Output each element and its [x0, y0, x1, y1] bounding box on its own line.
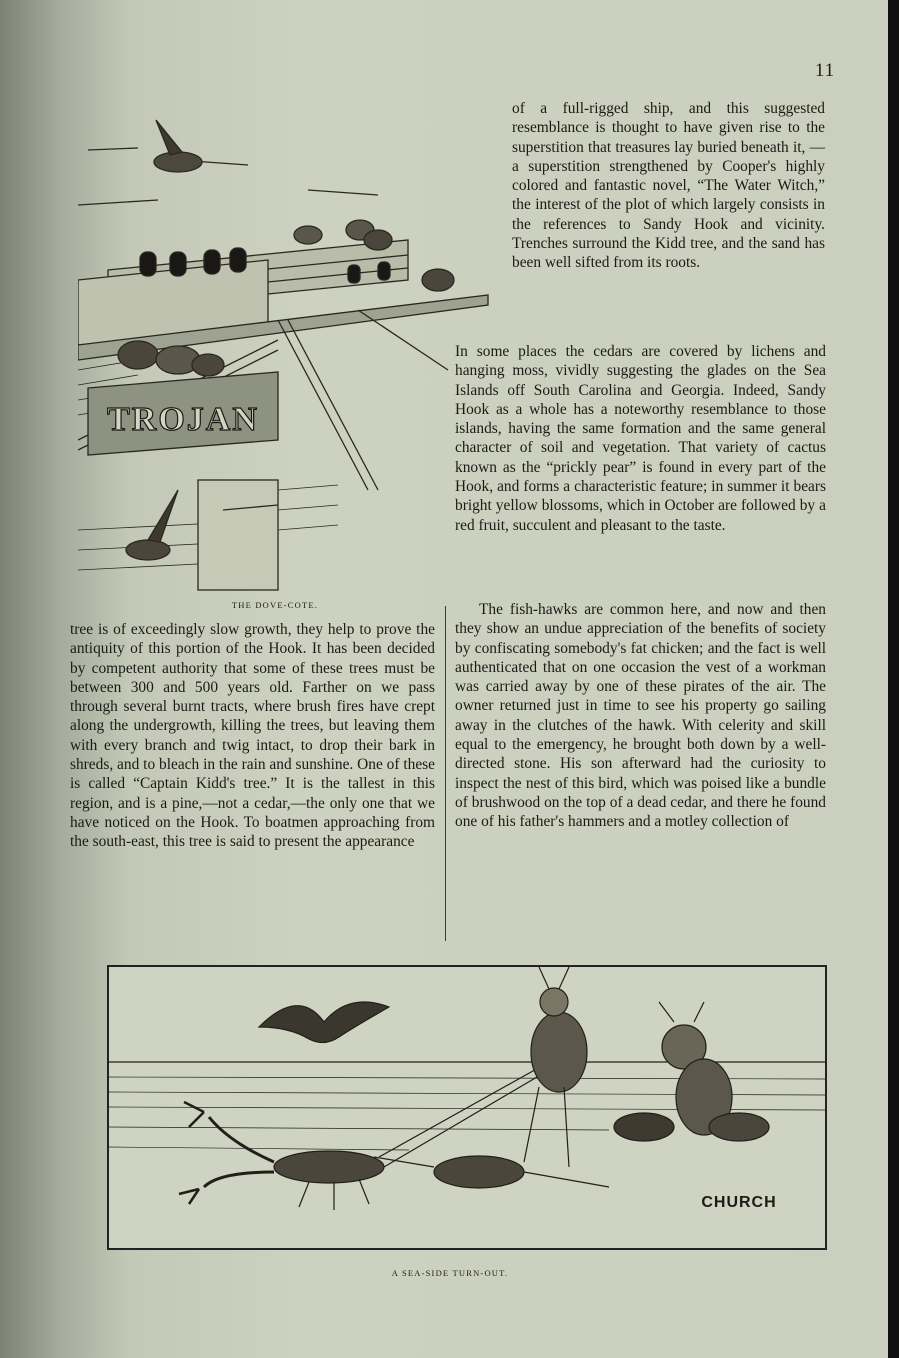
- dovecote-drawing: [78, 110, 498, 595]
- text-left-column: tree is of exceedingly slow growth, they help to prove the antiquity of this portion of the Hook. It has been decided by competent authority that some of these trees must be between 300 and 500 years old. Farther on we pass through several burnt tracts, where brush fires have crept along the undergrowth, killing the trees, but leaving them with every branch and twig intact, to drop their bark in shreds, and to bleach in the rain and sunshine. One of these is called “Captain Kidd's tree.” It is the tallest in this region, and is a pine,—not a cedar,—the only one that we have noticed on the Hook. To boatmen approaching from the south-east, this tree is said to present the appearance: [70, 621, 435, 851]
- trojan-sign-text: TROJAN: [107, 401, 259, 438]
- dovecote-illustration: [78, 110, 498, 595]
- seaside-caption: A SEA-SIDE TURN-OUT.: [391, 1268, 509, 1278]
- artist-signature: CHURCH: [701, 1194, 777, 1211]
- seaside-drawing: [109, 967, 825, 1248]
- text-right-column: The fish-hawks are common here, and now and then they show an undue appreciation of the benefits of society by confiscating somebody's fat chicken; and the fact is well authenticated that on one occasion the vest of a workman was carried away by one of these pirates of the air. The owner returned just in time to see his property go sailing away in the clutches of the hawk. With celerity and skill equal to the emergency, he brought both down by a well-directed stone. His son afterward had the curiosity to inspect the nest of this bird, which was poised like a bundle of brushwood on the top of a dead cedar, and there he found one of his father's hammers and a motley collection of: [455, 601, 826, 831]
- text-middle-right: In some places the cedars are covered by lichens and hanging moss, vividly suggesting the glades on the Sea Islands off South Carolina and Georgia. Indeed, Sandy Hook as a whole has a noteworthy resemblance to those islands, having the same formation and the same general character of soil and vegetation. That variety of cactus known as the “prickly pear” is found in every part of the Hook, and forms a characteristic feature; in summer it bears bright yellow blossoms, which in October are followed by a red fruit, succulent and pleasant to the taste.: [455, 343, 826, 534]
- column-rule: [445, 606, 446, 941]
- dovecote-caption: THE DOVE-COTE.: [231, 600, 319, 610]
- text-top-right: of a full-rigged ship, and this suggested resemblance is thought to have given rise to the superstition that treasures lay buried beneath it, —a superstition strengthened by Cooper's highly colored and fantastic novel, “The Water Witch,” the interest of the plot of which largely consists in the references to Sandy Hook and vicinity. Trenches surround the Kidd tree, and the sand has been well sifted from its roots.: [512, 100, 825, 272]
- seaside-illustration: [107, 965, 827, 1250]
- page-number: 11: [814, 60, 836, 81]
